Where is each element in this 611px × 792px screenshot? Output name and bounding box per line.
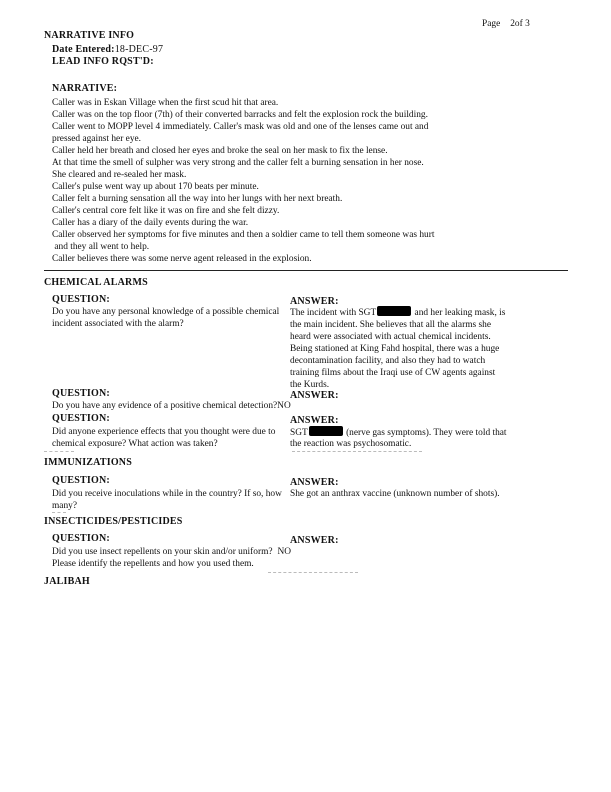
answer-text-part: (nerve gas symptoms). They were told that: [343, 428, 507, 438]
section-divider: [44, 270, 568, 271]
narrative-line: Caller held her breath and closed her eyes and broke the seal on her mask to fix the lense.: [52, 146, 388, 156]
date-entered-label: Date Entered:: [52, 44, 115, 55]
date-entered: [52, 44, 163, 55]
narrative-line: Caller's pulse went way up about 170 beats per minute.: [52, 182, 259, 192]
narrative-line: Caller's central core felt like it was on fire and she felt dizzy.: [52, 206, 280, 216]
page-value: 2of 3: [510, 19, 530, 29]
question-text-part: Did you use insect repellents on your skin and/or uniform?: [52, 547, 273, 557]
question-label: QUESTION:: [52, 294, 110, 305]
answer-label: ANSWER:: [290, 535, 339, 546]
answer-text: NO: [277, 401, 291, 411]
question-text: Did you receive inoculations while in the country? If so, how many?: [52, 489, 282, 511]
jalibah-heading: JALIBAH: [44, 576, 90, 587]
scan-artifact: [52, 512, 66, 513]
page-label: Page: [482, 19, 501, 29]
narrative-line: Caller has a diary of the daily events during the war.: [52, 218, 249, 228]
answer-text-part: and her leaking mask, is the main incident. She believes that all the alarms she heard were associated with actual chemical incidents. Being stationed at King Fahd hospital, there was a huge decontamination facility, and also they had to watch training films about the Iraqi use of CW agents against the Kurds.: [290, 308, 506, 390]
narrative-line: Caller was in Eskan Village when the first scud hit that area.: [52, 98, 279, 108]
narrative-line: Caller went to MOPP level 4 immediately. Caller's mask was old and one of the lenses came out and: [52, 122, 429, 132]
narrative-line: She cleared and re-sealed her mask.: [52, 170, 187, 180]
narrative-line: At that time the smell of sulpher was very strong and the caller felt a burning sensation in her nose.: [52, 158, 424, 168]
narrative-line: pressed against her eye.: [52, 134, 142, 144]
question-text: Do you have any personal knowledge of a possible chemical incident associated with the alarm?: [52, 307, 280, 329]
question-label: QUESTION:: [52, 388, 110, 399]
section-narrative-info: NARRATIVE INFO: [44, 30, 135, 41]
question-label: QUESTION:: [52, 413, 110, 424]
answer-label: ANSWER:: [290, 390, 339, 401]
question-text: [52, 546, 291, 558]
answer-text: [290, 306, 506, 391]
insecticides-heading: INSECTICIDES/PESTICIDES: [44, 516, 183, 527]
scan-artifact: [268, 572, 358, 573]
scan-artifact: [44, 451, 74, 452]
redaction-mark: [309, 426, 343, 436]
answer-text: the reaction was psychosomatic.: [290, 439, 412, 449]
answer-label: ANSWER:: [290, 296, 339, 307]
question-text: Please identify the repellents and how you used them.: [52, 559, 254, 569]
lead-info-label: LEAD INFO RQST'D:: [52, 56, 154, 67]
narrative-line: Caller observed her symptoms for five minutes and then a soldier came to tell them someone was hurt: [52, 230, 435, 240]
answer-label: ANSWER:: [290, 415, 339, 426]
answer-text-part: SGT: [290, 428, 308, 438]
narrative-heading: NARRATIVE:: [52, 83, 118, 94]
answer-text: NO: [277, 547, 292, 557]
narrative-line: Caller felt a burning sensation all the way into her lungs with her next breath.: [52, 194, 343, 204]
question-text-part: Do you have any evidence of a positive chemical detection?: [52, 401, 278, 411]
question-text: chemical exposure? What action was taken?: [52, 439, 218, 449]
question-label: QUESTION:: [52, 475, 110, 486]
question-text: [52, 400, 291, 412]
date-entered-value: 18-DEC-97: [114, 44, 164, 55]
page-number: [482, 18, 530, 30]
answer-text-part: The incident with SGT: [290, 308, 377, 318]
scan-artifact: [292, 451, 422, 452]
narrative-line: Caller believes there was some nerve agent released in the explosion.: [52, 254, 312, 264]
immunizations-heading: IMMUNIZATIONS: [44, 457, 132, 468]
question-label: QUESTION:: [52, 533, 110, 544]
answer-text: She got an anthrax vaccine (unknown number of shots).: [290, 489, 500, 499]
narrative-line: and they all went to help.: [52, 242, 150, 252]
answer-label: ANSWER:: [290, 477, 339, 488]
question-text: Did anyone experience effects that you thought were due to: [52, 427, 276, 437]
redaction-mark: [377, 306, 411, 316]
chemical-alarms-heading: CHEMICAL ALARMS: [44, 277, 148, 288]
narrative-line: Caller was on the top floor (7th) of their converted barracks and felt the explosion rock the building.: [52, 110, 428, 120]
